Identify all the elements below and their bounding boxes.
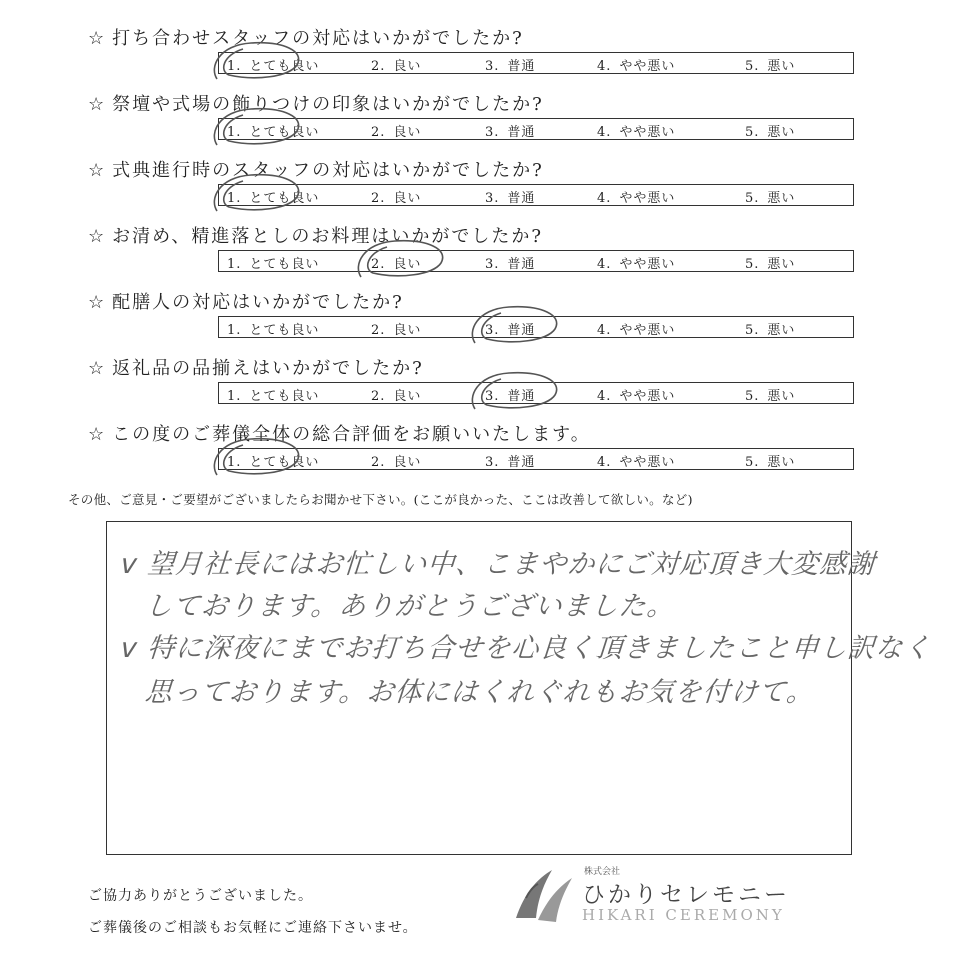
- rating-option-4[interactable]: [597, 319, 675, 338]
- option-number: 1.: [227, 257, 242, 272]
- rating-scale-4: [218, 250, 854, 272]
- rating-option-5[interactable]: [745, 121, 795, 140]
- option-number: 3.: [485, 455, 500, 470]
- option-label: とても良い: [249, 455, 320, 470]
- question-7: [88, 420, 591, 446]
- rating-option-3[interactable]: [485, 55, 535, 74]
- option-label: 普通: [507, 389, 536, 404]
- question-4: [88, 222, 543, 248]
- option-number: 1.: [227, 389, 242, 404]
- other-comments-prompt: その他、ご意見・ご要望がございましたらお聞かせ下さい。(ここが良かった、ここは改善して欲しい。など): [68, 492, 693, 507]
- logo-name-en: HIKARI CEREMONY: [582, 906, 785, 924]
- option-label: 悪い: [767, 191, 796, 206]
- rating-scale-5: [218, 316, 854, 338]
- option-label: とても良い: [249, 191, 320, 206]
- option-number: 1.: [227, 125, 242, 140]
- option-number: 2.: [371, 323, 386, 338]
- option-number: 1.: [227, 323, 242, 338]
- comment-line-1: v 望月社長にはお忙しい中、こまやかにご対応頂き大変感謝: [119, 549, 877, 580]
- comment-line-2: しております。ありがとうございました。: [143, 591, 676, 622]
- option-label: やや悪い: [619, 455, 676, 470]
- star-icon: ☆: [88, 292, 107, 313]
- rating-scale-2: [218, 118, 854, 140]
- rating-option-3[interactable]: [485, 187, 535, 206]
- rating-option-2[interactable]: [371, 253, 421, 272]
- rating-option-5[interactable]: [745, 253, 795, 272]
- option-label: 悪い: [767, 323, 796, 338]
- option-number: 2.: [371, 59, 386, 74]
- comment-box: [106, 521, 933, 855]
- option-number: 1.: [227, 59, 242, 74]
- option-number: 5.: [745, 389, 760, 404]
- option-label: 良い: [393, 191, 422, 206]
- rating-option-1[interactable]: [227, 121, 319, 140]
- option-label: 良い: [393, 323, 422, 338]
- option-number: 1.: [227, 191, 242, 206]
- question-text: お清め、精進落としのお料理はいかがでしたか?: [112, 226, 544, 247]
- rating-option-4[interactable]: [597, 253, 675, 272]
- option-label: やや悪い: [619, 323, 676, 338]
- question-3: [88, 156, 544, 182]
- option-label: やや悪い: [619, 389, 676, 404]
- rating-option-1[interactable]: [227, 451, 319, 470]
- option-number: 4.: [597, 257, 612, 272]
- option-label: 普通: [507, 455, 536, 470]
- option-number: 2.: [371, 455, 386, 470]
- rating-option-3[interactable]: [485, 385, 535, 404]
- option-number: 4.: [597, 455, 612, 470]
- option-label: 良い: [393, 257, 422, 272]
- question-text: 祭壇や式場の飾りつけの印象はいかがでしたか?: [112, 94, 544, 115]
- rating-option-5[interactable]: [745, 451, 795, 470]
- option-number: 1.: [227, 455, 242, 470]
- option-label: とても良い: [249, 59, 320, 74]
- logo-company-type: 株式会社: [584, 867, 621, 877]
- option-number: 2.: [371, 257, 386, 272]
- rating-option-5[interactable]: [745, 187, 795, 206]
- option-label: 普通: [507, 125, 536, 140]
- question-text: 配膳人の対応はいかがでしたか?: [112, 292, 404, 313]
- comment-line-3: v 特に深夜にまでお打ち合せを心良く頂きましたこと申し訳なく: [119, 633, 933, 664]
- option-label: 良い: [393, 59, 422, 74]
- question-text: この度のご葬儀全体の総合評価をお願いいたします。: [112, 424, 591, 445]
- option-label: 悪い: [767, 59, 796, 74]
- option-label: 悪い: [767, 455, 796, 470]
- rating-option-1[interactable]: [227, 385, 319, 404]
- rating-option-4[interactable]: [597, 451, 675, 470]
- question-text: 式典進行時のスタッフの対応はいかがでしたか?: [112, 160, 544, 181]
- option-number: 5.: [745, 125, 760, 140]
- question-2: [88, 90, 544, 116]
- option-label: 良い: [393, 389, 422, 404]
- rating-option-2[interactable]: [371, 319, 421, 338]
- rating-option-2[interactable]: [371, 451, 421, 470]
- star-icon: ☆: [88, 160, 107, 181]
- flame-logo-icon: [508, 868, 578, 924]
- rating-option-1[interactable]: [227, 55, 319, 74]
- option-label: 悪い: [767, 389, 796, 404]
- rating-option-3[interactable]: [485, 121, 535, 140]
- star-icon: ☆: [88, 28, 107, 49]
- star-icon: ☆: [88, 358, 107, 379]
- option-label: 普通: [507, 59, 536, 74]
- rating-option-1[interactable]: [227, 253, 319, 272]
- option-number: 3.: [485, 125, 500, 140]
- question-6: [88, 354, 424, 380]
- option-number: 5.: [745, 191, 760, 206]
- rating-option-2[interactable]: [371, 121, 421, 140]
- rating-option-5[interactable]: [745, 319, 795, 338]
- option-label: 普通: [507, 257, 536, 272]
- rating-option-3[interactable]: [485, 253, 535, 272]
- rating-scale-7: [218, 448, 854, 470]
- option-number: 5.: [745, 323, 760, 338]
- option-label: 普通: [507, 191, 536, 206]
- star-icon: ☆: [88, 424, 107, 445]
- option-label: 悪い: [767, 257, 796, 272]
- option-label: とても良い: [249, 323, 320, 338]
- rating-scale-3: [218, 184, 854, 206]
- rating-scale-1: [218, 52, 854, 74]
- question-1: [88, 24, 524, 50]
- option-label: やや悪い: [619, 125, 676, 140]
- option-label: 普通: [507, 323, 536, 338]
- option-label: 良い: [393, 455, 422, 470]
- option-label: 悪い: [767, 125, 796, 140]
- question-5: [88, 288, 404, 314]
- rating-option-1[interactable]: [227, 319, 319, 338]
- option-number: 5.: [745, 257, 760, 272]
- option-number: 2.: [371, 389, 386, 404]
- star-icon: ☆: [88, 226, 107, 247]
- rating-scale-6: [218, 382, 854, 404]
- question-text: 打ち合わせスタッフの対応はいかがでしたか?: [112, 28, 524, 49]
- rating-option-4[interactable]: [597, 385, 675, 404]
- option-number: 3.: [485, 389, 500, 404]
- option-number: 5.: [745, 455, 760, 470]
- option-number: 4.: [597, 323, 612, 338]
- option-label: やや悪い: [619, 59, 676, 74]
- rating-option-5[interactable]: [745, 55, 795, 74]
- rating-option-4[interactable]: [597, 55, 675, 74]
- question-text: 返礼品の品揃えはいかがでしたか?: [112, 358, 424, 379]
- rating-option-5[interactable]: [745, 385, 795, 404]
- option-number: 4.: [597, 191, 612, 206]
- rating-option-3[interactable]: [485, 451, 535, 470]
- logo-name-jp: ひかりセレモニー: [582, 882, 790, 908]
- option-number: 2.: [371, 125, 386, 140]
- option-label: 良い: [393, 125, 422, 140]
- option-label: とても良い: [249, 389, 320, 404]
- option-number: 4.: [597, 125, 612, 140]
- footer-thanks: ご協力ありがとうございました。: [88, 888, 313, 904]
- rating-option-1[interactable]: [227, 187, 319, 206]
- option-number: 4.: [597, 389, 612, 404]
- option-label: やや悪い: [619, 191, 676, 206]
- option-number: 2.: [371, 191, 386, 206]
- rating-option-3[interactable]: [485, 319, 535, 338]
- option-number: 3.: [485, 191, 500, 206]
- option-number: 3.: [485, 323, 500, 338]
- rating-option-4[interactable]: [597, 121, 675, 140]
- option-label: とても良い: [249, 257, 320, 272]
- footer-contact: ご葬儀後のご相談もお気軽にご連絡下さいませ。: [88, 920, 418, 936]
- star-icon: ☆: [88, 94, 107, 115]
- rating-option-2[interactable]: [371, 55, 421, 74]
- company-logo: [508, 862, 808, 932]
- rating-option-2[interactable]: [371, 385, 421, 404]
- comment-line-4: 思っております。お体にはくれぐれもお気を付けて。: [143, 677, 816, 708]
- option-number: 4.: [597, 59, 612, 74]
- option-label: とても良い: [249, 125, 320, 140]
- rating-option-4[interactable]: [597, 187, 675, 206]
- option-number: 3.: [485, 59, 500, 74]
- option-number: 3.: [485, 257, 500, 272]
- option-number: 5.: [745, 59, 760, 74]
- rating-option-2[interactable]: [371, 187, 421, 206]
- option-label: やや悪い: [619, 257, 676, 272]
